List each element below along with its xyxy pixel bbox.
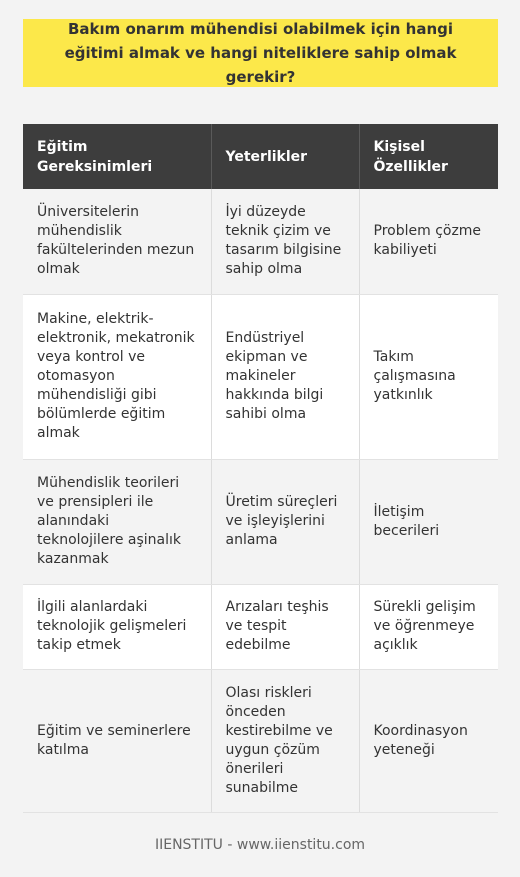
table-cell: Takım çalışmasına yatkınlık	[359, 294, 498, 459]
table-cell: Üretim süreçleri ve işleyişlerini anlama	[211, 459, 359, 584]
table-cell: Koordinasyon yeteneği	[359, 669, 498, 812]
table-cell: İlgili alanlardaki teknolojik gelişmeleri takip etmek	[23, 584, 211, 669]
table-cell: Sürekli gelişim ve öğrenmeye açıklık	[359, 584, 498, 669]
table-cell: Üniversitelerin mühendislik fakültelerinden mezun olmak	[23, 189, 211, 294]
page-title: Bakım onarım mühendisi olabilmek için hangi eğitimi almak ve hangi niteliklere sahip olmak gerekir?	[23, 19, 498, 87]
header-personal-traits: Kişisel Özellikler	[359, 124, 498, 189]
header-education: Eğitim Gereksinimleri	[23, 124, 211, 189]
table-row	[23, 189, 498, 294]
header-competencies: Yeterlikler	[211, 124, 359, 189]
table-row	[23, 294, 498, 459]
table-cell: Makine, elektrik-elektronik, mekatronik veya kontrol ve otomasyon mühendisliği gibi bölümlerde eğitim almak	[23, 294, 211, 459]
table-cell: Arızaları teşhis ve tespit edebilme	[211, 584, 359, 669]
table-cell: İyi düzeyde teknik çizim ve tasarım bilgisine sahip olma	[211, 189, 359, 294]
table-cell: Mühendislik teorileri ve prensipleri ile alanındaki teknolojilere aşinalık kazanmak	[23, 459, 211, 584]
table-row	[23, 584, 498, 669]
table-row	[23, 669, 498, 812]
table-cell: Problem çözme kabiliyeti	[359, 189, 498, 294]
table-cell: Eğitim ve seminerlere katılma	[23, 669, 211, 812]
table-cell: İletişim becerileri	[359, 459, 498, 584]
table-row	[23, 459, 498, 584]
table-cell: Olası riskleri önceden kestirebilme ve uygun çözüm önerileri sunabilme	[211, 669, 359, 812]
requirements-table	[23, 124, 498, 813]
table-header-row	[23, 124, 498, 189]
table-cell: Endüstriyel ekipman ve makineler hakkında bilgi sahibi olma	[211, 294, 359, 459]
footer-credit: IIENSTITU - www.iienstitu.com	[154, 837, 366, 853]
